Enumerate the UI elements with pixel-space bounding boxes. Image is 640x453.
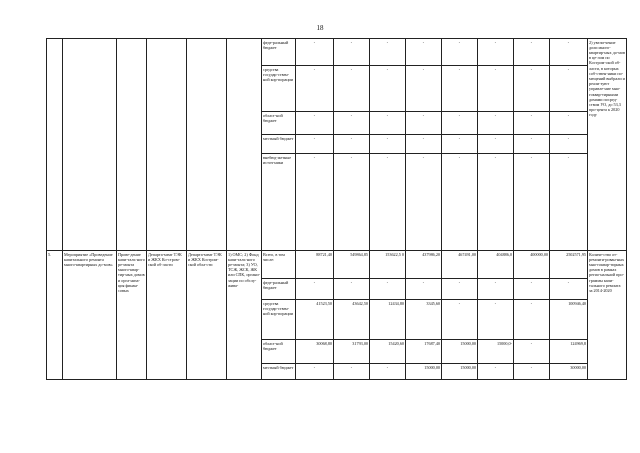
amount-cell: -	[514, 154, 550, 251]
amount-cell: -	[550, 112, 588, 135]
amount-cell: -	[334, 279, 370, 300]
amount-cell: -	[442, 279, 478, 300]
amount-cell: 15420,60	[370, 340, 406, 364]
amount-cell: -	[406, 135, 442, 154]
amount-cell: 549864,85	[334, 251, 370, 279]
amount-cell: -	[334, 66, 370, 112]
amount-cell: -	[478, 112, 514, 135]
funding-source: феде-ральный бюджет	[262, 279, 296, 300]
page-number: 18	[316, 24, 324, 32]
amount-cell: -	[514, 300, 550, 340]
funding-source: средства государ-ствен-ной кор-порации	[262, 66, 296, 112]
amount-cell: 467491,00	[442, 251, 478, 279]
measure-name: Мероприятие «Проведение капитального ремонта много-квартирных до-мов»	[63, 251, 117, 380]
amount-cell: -	[334, 154, 370, 251]
amount-cell: -	[370, 364, 406, 380]
funding-source: област-ной бюджет	[262, 112, 296, 135]
amount-cell: 41523,50	[296, 300, 334, 340]
funding-source: внебюд-жетные источ-ники	[262, 154, 296, 251]
amount-cell: -	[550, 135, 588, 154]
amount-cell: 31793,00	[334, 340, 370, 364]
amount-cell: -	[296, 112, 334, 135]
amount-cell: -	[296, 39, 334, 66]
participants: 1) ОМС; 2) Фонд капи-таль-ного ре-монта; 3) УО, ТСЖ, ЖСК, ЖК или СПК, органи-зации по обслу-жива-	[227, 251, 262, 380]
amount-cell: -	[478, 66, 514, 112]
amount-cell: -	[406, 112, 442, 135]
amount-cell: -	[514, 340, 550, 364]
amount-cell: 124969,8	[550, 340, 588, 364]
amount-cell: -	[370, 279, 406, 300]
amount-cell: -	[370, 135, 406, 154]
amount-cell: -	[478, 135, 514, 154]
amount-cell: -	[478, 279, 514, 300]
co-executor: Департа-мент ТЭК и ЖКХ Костром-ской обла-сти	[187, 251, 227, 380]
amount-cell: -	[442, 154, 478, 251]
amount-cell: -	[514, 66, 550, 112]
amount-cell: -	[296, 279, 334, 300]
measure-content: Прове-дение капи-таль-ного ре-монта много-квар-тир-ных домов и орга-низа-ция финан-совых	[117, 251, 147, 380]
amount-cell: -	[442, 135, 478, 154]
amount-cell: -	[406, 66, 442, 112]
amount-cell: -	[296, 66, 334, 112]
amount-cell: -	[514, 364, 550, 380]
amount-cell: -	[370, 112, 406, 135]
amount-cell: -	[514, 112, 550, 135]
amount-cell: -	[478, 300, 514, 340]
amount-cell: -	[370, 66, 406, 112]
amount-cell: -	[406, 39, 442, 66]
amount-cell: -	[370, 154, 406, 251]
amount-cell: -	[334, 39, 370, 66]
amount-cell: -	[334, 112, 370, 135]
table-row	[47, 39, 627, 66]
funding-source: средства государ-ствен-ной кор-порации	[262, 300, 296, 340]
amount-cell: -	[478, 364, 514, 380]
amount-cell: -	[370, 39, 406, 66]
amount-cell: 3345,60	[406, 300, 442, 340]
amount-cell: -	[296, 154, 334, 251]
amount-cell: 15000,00	[442, 364, 478, 380]
amount-cell: 30068,80	[296, 340, 334, 364]
amount-cell: 15000,0-	[478, 340, 514, 364]
amount-cell: 2502571,95	[550, 251, 588, 279]
amount-cell: -	[550, 39, 588, 66]
amount-cell: -	[514, 279, 550, 300]
funding-source: Всего, в том числе:	[262, 251, 296, 279]
amount-cell: -	[442, 112, 478, 135]
amount-cell: 88721,40	[296, 251, 334, 279]
amount-cell: -	[406, 279, 442, 300]
amount-cell: -	[296, 364, 334, 380]
amount-cell: 400000,00	[514, 251, 550, 279]
funding-source: местный бюджет	[262, 364, 296, 380]
amount-cell: 15000,00	[442, 340, 478, 364]
amount-cell: -	[334, 135, 370, 154]
funding-source: местный бюджет	[262, 135, 296, 154]
amount-cell: 30000,00	[550, 364, 588, 380]
amount-cell: -	[442, 300, 478, 340]
amount-cell: -	[334, 364, 370, 380]
amount-cell: -	[514, 39, 550, 66]
amount-cell: 404886,0	[478, 251, 514, 279]
amount-cell: 15000,00	[406, 364, 442, 380]
item-number: 5.	[47, 251, 63, 380]
amount-cell: -	[442, 66, 478, 112]
table-row	[47, 251, 627, 279]
amount-cell: -	[478, 154, 514, 251]
expected-result: 2) увели-чение доли много-квартир-ных до-мов в це-лом по Костром-ской об-ласти, в которых соб-ствен-ники по-мещений выбрали и реали-зуют управле-ние мно-гоквар-тирными домами посред-ством УО, до 53,3 про-цента к 2020 году	[588, 39, 627, 251]
amount-cell: -	[442, 39, 478, 66]
responsible-executor: Департа-мент ТЭК и ЖКХ Ко-стром-ской об-ласти	[147, 251, 187, 380]
expected-result: Количе-ство от-ремонти-рован-ных мно-гоквар-тирных домов в рамках регио-нальной про-граммы капи-тального ремонта за 2014-2020	[588, 251, 627, 380]
amount-cell: 17687,40	[406, 340, 442, 364]
amount-cell: 153622,5 0	[370, 251, 406, 279]
amount-cell: -	[550, 66, 588, 112]
amount-cell: -	[478, 39, 514, 66]
amount-cell: -	[550, 279, 588, 300]
amount-cell: -	[514, 135, 550, 154]
amount-cell: -	[296, 135, 334, 154]
amount-cell: -	[550, 154, 588, 251]
amount-cell: 43642,50	[334, 300, 370, 340]
amount-cell: 12434,80	[370, 300, 406, 340]
amount-cell: -	[406, 154, 442, 251]
funding-source: феде-ральный бюджет	[262, 39, 296, 66]
amount-cell: 437986,20	[406, 251, 442, 279]
amount-cell: 100946,40	[550, 300, 588, 340]
program-table	[46, 38, 627, 380]
funding-source: област-ной бюджет	[262, 340, 296, 364]
